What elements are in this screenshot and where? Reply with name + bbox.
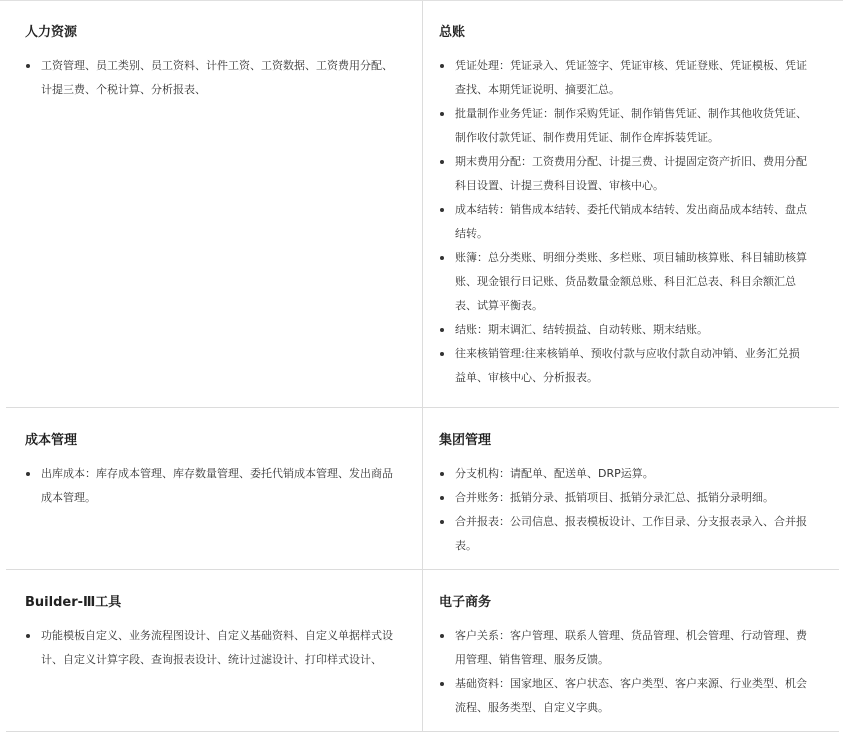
list-item: 合并报表：公司信息、报表模板设计、工作目录、分支报表录入、合并报表。	[439, 510, 809, 558]
section-builder	[25, 595, 393, 672]
section-title: 电子商务	[439, 595, 492, 610]
list-item: 分支机构：请配单、配送单、DRP运算。	[439, 462, 809, 486]
section-cost	[25, 433, 393, 510]
section-ecommerce	[439, 595, 809, 720]
list-item: 往来核销管理:往来核销单、预收付款与应收付款自动冲销、业务汇兑损益单、审核中心、分析报表。	[439, 342, 809, 390]
section-title: 集团管理	[439, 433, 492, 448]
list-item: 期末费用分配：工资费用分配、计提三费、计提固定资产折旧、费用分配科目设置、计提三费科目设置、审核中心。	[439, 150, 809, 198]
section-group	[439, 433, 809, 558]
row-divider	[6, 569, 839, 570]
list-item: 凭证处理：凭证录入、凭证签字、凭证审核、凭证登账、凭证模板、凭证查找、本期凭证说明、摘要汇总。	[439, 54, 809, 102]
section-list	[439, 54, 809, 390]
list-item: 批量制作业务凭证：制作采购凭证、制作销售凭证、制作其他收货凭证、制作收付款凭证、制作费用凭证、制作仓库拆装凭证。	[439, 102, 809, 150]
column-divider	[422, 1, 423, 732]
section-title: 人力资源	[25, 25, 78, 40]
section-list	[25, 54, 393, 102]
section-list	[439, 624, 809, 720]
section-list	[439, 462, 809, 558]
list-item: 出库成本：库存成本管理、库存数量管理、委托代销成本管理、发出商品成本管理。	[25, 462, 393, 510]
row-divider	[6, 407, 839, 408]
section-list	[25, 624, 393, 672]
section-ledger	[439, 25, 809, 390]
section-hr	[25, 25, 393, 102]
section-list	[25, 462, 393, 510]
list-item: 基础资料：国家地区、客户状态、客户类型、客户来源、行业类型、机会流程、服务类型、自定义字典。	[439, 672, 809, 720]
section-title: 总账	[439, 25, 466, 40]
list-item: 成本结转：销售成本结转、委托代销成本结转、发出商品成本结转、盘点结转。	[439, 198, 809, 246]
list-item: 工资管理、员工类别、员工资料、计件工资、工资数据、工资费用分配、计提三费、个税计算、分析报表、	[25, 54, 393, 102]
list-item: 功能模板自定义、业务流程图设计、自定义基础资料、自定义单据样式设计、自定义计算字段、查询报表设计、统计过滤设计、打印样式设计、	[25, 624, 393, 672]
list-item: 结账：期末调汇、结转损益、自动转账、期末结账。	[439, 318, 809, 342]
section-title: Builder-Ⅲ工具	[25, 595, 122, 610]
list-item: 合并账务：抵销分录、抵销项目、抵销分录汇总、抵销分录明细。	[439, 486, 809, 510]
list-item: 账簿：总分类账、明细分类账、多栏账、项目辅助核算账、科目辅助核算账、现金银行日记账、货品数量金额总账、科目汇总表、科目余额汇总表、试算平衡表。	[439, 246, 809, 318]
section-title: 成本管理	[25, 433, 78, 448]
list-item: 客户关系：客户管理、联系人管理、货品管理、机会管理、行动管理、费用管理、销售管理、服务反馈。	[439, 624, 809, 672]
